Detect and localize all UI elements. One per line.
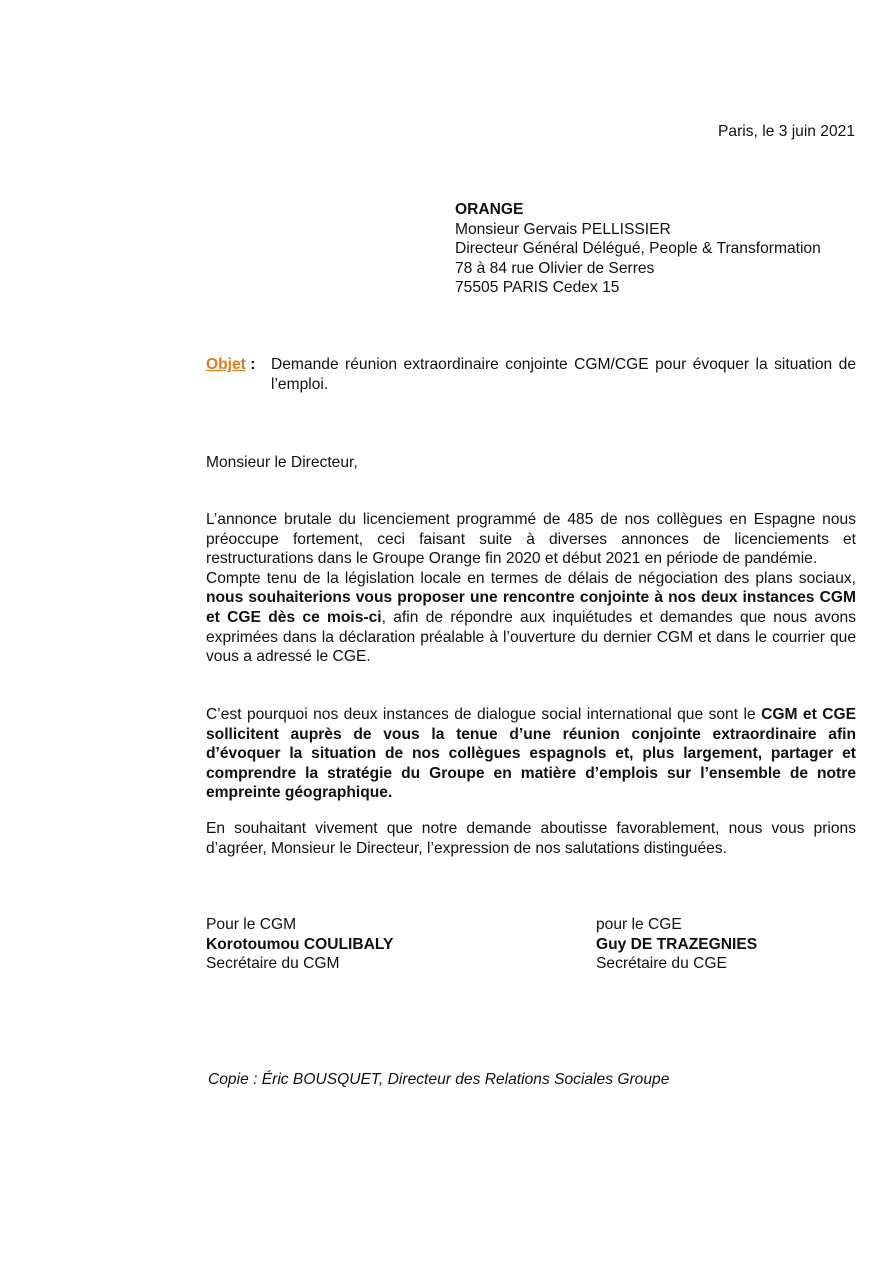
copy-recipient: Copie : Éric BOUSQUET, Directeur des Relations Sociales Groupe (208, 1071, 670, 1088)
subject-block (206, 355, 856, 394)
signature-cge-role: Secrétaire du CGE (596, 955, 727, 973)
letter-date: Paris, le 3 juin 2021 (718, 123, 855, 140)
recipient-address-line1: 78 à 84 rue Olivier de Serres (455, 259, 655, 277)
paragraph-1 (206, 510, 856, 667)
signature-cgm-for: Pour le CGM (206, 916, 297, 933)
paragraph-2-bold: CGM et CGE sollicitent auprès de vous la tenue d’une réunion conjointe extraordinaire afin d’évoquer la situation de nos collègues espagnols et, plus largement, partager et comprendre la stratégie du Groupe en matière d’emplois sur l’ensemble de notre empreinte géographique. (206, 706, 857, 802)
signature-cgm (206, 915, 393, 974)
paragraph-1-sentence-2: Compte tenu de la législation locale en termes de délais de négociation des plans sociaux, (206, 569, 856, 587)
recipient-address-line2: 75505 PARIS Cedex 15 (455, 279, 620, 297)
recipient-block (455, 200, 821, 298)
signature-cgm-role: Secrétaire du CGM (206, 955, 340, 973)
paragraph-1-sentence-1: L’annonce brutale du licenciement programmé de 485 de nos collègues en Espagne nous préoccupe fortement, ceci faisant suite à diverses annonces de licenciements et restructurations dans le Groupe Orange fin 2020 et début 2021 en période de pandémie. (206, 511, 856, 568)
signature-cge (596, 915, 757, 974)
paragraph-2-start: C’est pourquoi nos deux instances de dialogue social international que sont le (206, 706, 762, 723)
paragraph-1-bold: nous souhaiterions vous proposer une rencontre conjointe à nos deux instances CGM et CGE dès ce mois-ci (206, 589, 856, 626)
salutation: Monsieur le Directeur, (206, 454, 358, 471)
paragraph-3: En souhaitant vivement que notre demande aboutisse favorablement, nous vous prions d’agréer, Monsieur le Directeur, l’expression de nos salutations distinguées. (206, 820, 856, 857)
recipient-company: ORANGE (455, 201, 524, 218)
signature-cge-for: pour le CGE (596, 916, 682, 933)
recipient-name: Monsieur Gervais PELLISSIER (455, 220, 671, 238)
paragraph-2 (206, 705, 856, 803)
subject-label: Objet : (206, 356, 256, 373)
recipient-title: Directeur Général Délégué, People & Transformation (455, 240, 821, 258)
subject-text: Demande réunion extraordinaire conjointe CGM/CGE pour évoquer la situation de l’emploi. (271, 356, 856, 393)
signature-cge-name: Guy DE TRAZEGNIES (596, 935, 758, 953)
signature-cgm-name: Korotoumou COULIBALY (206, 935, 394, 953)
paragraph-1-end: , afin de répondre aux inquiétudes et demandes que nous avons exprimées dans la déclaration préalable à l’ouverture du dernier CGM et dans le courrier que vous a adressé le CGE. (206, 608, 856, 666)
